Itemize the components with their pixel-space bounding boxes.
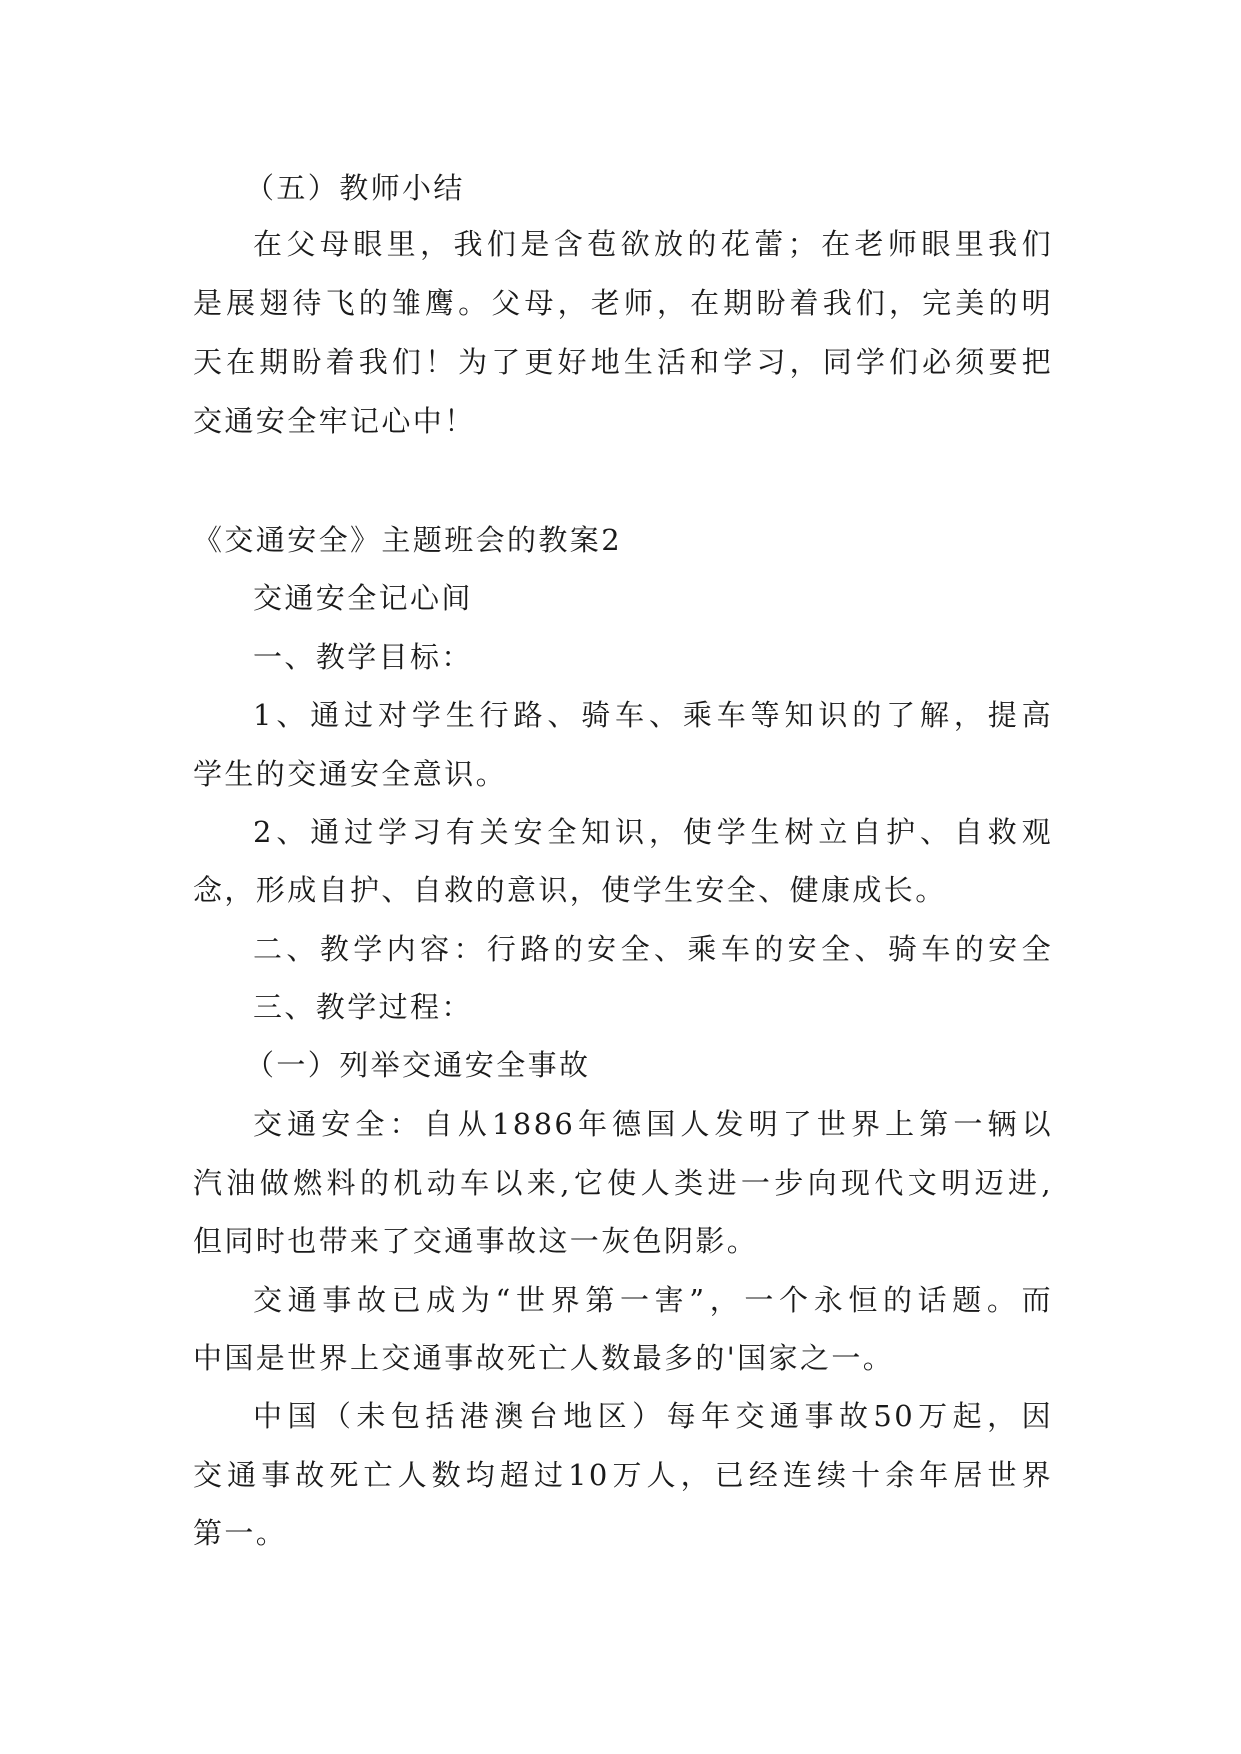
section-heading-teacher-summary: （五）教师小结 (245, 171, 465, 205)
paragraph-line: 交通事故死亡人数均超过10万人，已经连续十余年居世界 (193, 1458, 1053, 1492)
paragraph-line: 中国是世界上交通事故死亡人数最多的'国家之一。 (193, 1341, 895, 1375)
subsection-heading: （一）列举交通安全事故 (245, 1048, 591, 1082)
paragraph-line: 但同时也带来了交通事故这一灰色阴影。 (193, 1224, 759, 1258)
paragraph-line: 1、通过对学生行路、骑车、乘车等知识的了解，提高 (253, 698, 1053, 732)
document-title: 《交通安全》主题班会的教案2 (193, 523, 623, 557)
paragraph-line: 是展翅待飞的雏鹰。父母，老师，在期盼着我们，完美的明 (193, 286, 1053, 320)
paragraph-line: 2、通过学习有关安全知识，使学生树立自护、自救观 (253, 815, 1053, 849)
paragraph-line: 第一。 (193, 1516, 288, 1550)
paragraph-line: 天在期盼着我们！为了更好地生活和学习，同学们必须要把 (193, 345, 1053, 379)
paragraph-line: 汽油做燃料的机动车以来,它使人类进一步向现代文明迈进, (193, 1166, 1053, 1200)
paragraph-line: 学生的交通安全意识。 (193, 757, 508, 791)
section-heading-process: 三、教学过程： (253, 990, 473, 1024)
paragraph-line: 交通安全：自从1886年德国人发明了世界上第一辆以 (253, 1107, 1053, 1141)
paragraph-line: 中国（未包括港澳台地区）每年交通事故50万起，因 (253, 1399, 1053, 1433)
paragraph-line: 交通事故已成为“世界第一害”，一个永恒的话题。而 (253, 1283, 1053, 1317)
paragraph-line: 在父母眼里，我们是含苞欲放的花蕾；在老师眼里我们 (253, 227, 1053, 261)
section-heading-goals: 一、教学目标： (253, 640, 473, 674)
paragraph-line: 念，形成自护、自救的意识，使学生安全、健康成长。 (193, 873, 947, 907)
document-subtitle: 交通安全记心间 (253, 581, 473, 615)
paragraph-line: 交通安全牢记心中！ (193, 404, 476, 438)
section-heading-content: 二、教学内容：行路的安全、乘车的安全、骑车的安全 (253, 932, 1053, 966)
